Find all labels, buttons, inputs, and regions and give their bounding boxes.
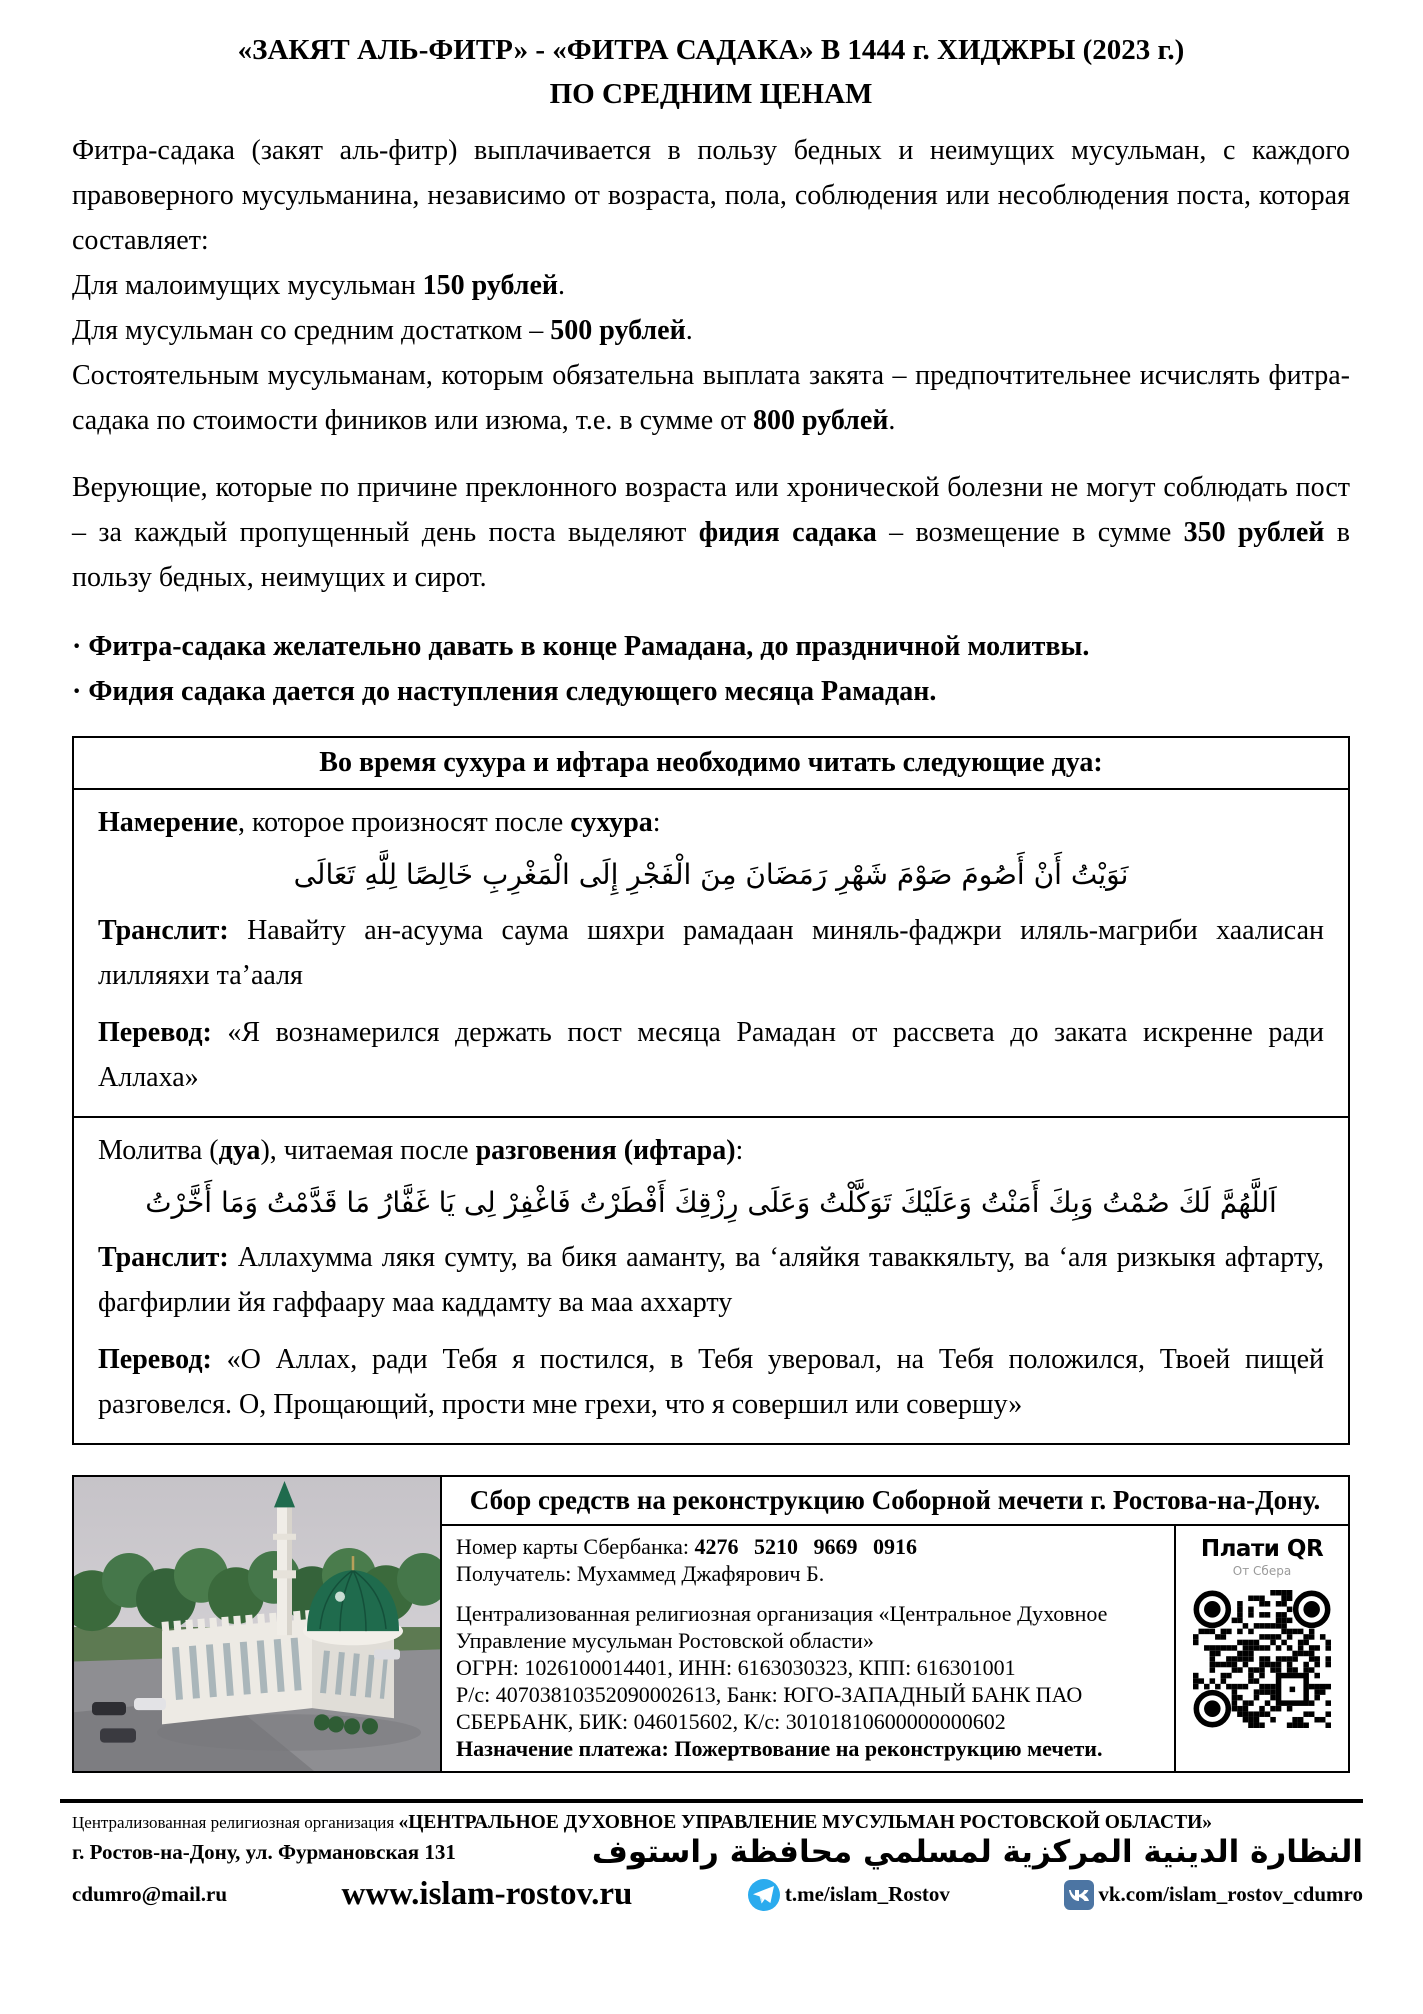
page-title [72, 28, 1350, 116]
translit-text: Навайту ан-асуума саума шяхри рамадаан миняль-фаджри иляль-магриби хаалисан лилляяхи та’ааля [98, 914, 1324, 991]
translit-label: Транслит: [98, 914, 229, 946]
dua-suhur-title-bold-1: Намерение [98, 807, 238, 839]
bullet-fidya-timing: · Фидия садака дается до наступления следующего месяца Рамадан. [72, 676, 937, 708]
card-number-line [456, 1533, 1160, 1560]
footer-vk [1064, 1880, 1363, 1910]
dua-iftar-title-bold-2: разговения (ифтара) [475, 1134, 736, 1166]
card-number-value: 4276 5210 9669 0916 [694, 1534, 917, 1560]
fidya-value: 350 рублей [1183, 517, 1325, 549]
dua-row-suhur [74, 790, 1348, 1116]
qr-code-image [1193, 1590, 1331, 1728]
amount-low-text: Для малоимущих мусульман [72, 270, 423, 302]
dua-table [72, 736, 1350, 1445]
footer-arabic-name: النظارة الدينية المركزية لمسلمي محافظة راستوف [591, 1834, 1363, 1871]
amount-mid-value: 500 рублей [550, 315, 686, 347]
fidya-paragraph [72, 465, 1350, 600]
footer-org-prefix: Централизованная религиозная организация [72, 1813, 399, 1833]
arabic-dua-suhur: نَوَيْتُ أَنْ أَصُومَ صَوْمَ شَهْرِ رَمَضَانَ مِنَ الْفَجْرِ إِلَى الْمَغْرِبِ خَالِصًا لِلَّهِ تَعَالَى [293, 858, 1129, 892]
dua-suhur-translit [98, 908, 1324, 998]
footer-website: www.islam-rostov.ru [341, 1876, 633, 1913]
footer-address: г. Ростов-на-Дону, ул. Фурмановская 131 [72, 1839, 456, 1864]
translit-text: Аллахумма лякя сумту, ва бикя ааманту, ва ‘аляйкя таваккяльту, ва ‘аля ризкыкя афтарту, фагфирлии йя гаффаару маа каддамту ва маа аххарту [98, 1242, 1324, 1319]
footer-address-row [72, 1834, 1363, 1870]
wealthy-paragraph [72, 353, 1350, 443]
donation-table [72, 1475, 1350, 1773]
dua-iftar-title-pre: Молитва ( [98, 1134, 219, 1166]
amount-mid-line [72, 308, 1350, 353]
dua-iftar-title-mid: ), читаемая после [260, 1134, 476, 1166]
footer-org-line [72, 1812, 1363, 1834]
dua-iftar-translation [98, 1337, 1324, 1427]
fidya-text-2: – возмещение в сумме [876, 517, 1184, 549]
org-line: Централизованная религиозная организация «Центральное Духовное Управление мусульман Ростовской области» [456, 1601, 1108, 1654]
fidya-term: фидия садака [698, 517, 877, 549]
translit-label: Транслит: [98, 1242, 229, 1274]
dua-iftar-translit [98, 1235, 1324, 1325]
intro-paragraph [72, 128, 1350, 263]
qr-logo-subtext: От Сбера [1232, 1564, 1292, 1579]
footer [0, 1799, 1423, 1913]
vk-icon [1064, 1880, 1094, 1910]
donation-body [442, 1526, 1348, 1771]
ogrn-line: ОГРН: 1026100014401, ИНН: 6163030323, КПП: 616301001 [456, 1655, 1016, 1681]
dua-table-header: Во время сухура и ифтара необходимо читать следующие дуа: [74, 738, 1348, 790]
translation-label: Перевод: [98, 1344, 212, 1376]
mosque-render-image [74, 1477, 442, 1771]
wealthy-period: . [888, 405, 896, 437]
card-number-label: Номер карты Сбербанка: [456, 1534, 695, 1560]
intro-text: Фитра-садака (закят аль-фитр) выплачивается в пользу бедных и неимущих мусульман, с каждого правоверного мусульманина, независимо от возраста, пола, соблюдения или несоблюдения поста, которая составляет: [72, 135, 1350, 257]
amount-low-period: . [558, 270, 566, 302]
dua-row-iftar [74, 1116, 1348, 1444]
amount-low-line [72, 263, 1350, 308]
account-line: Р/с: 40703810352090002613, Банк: ЮГО-ЗАПАДНЫЙ БАНК ПАО СБЕРБАНК, БИК: 046015602, К/с: 30101810600000000602 [456, 1682, 1083, 1735]
telegram-icon [747, 1878, 781, 1912]
donation-right-pane [442, 1477, 1348, 1771]
amount-low-value: 150 рублей [422, 270, 559, 302]
translation-text: «Я вознамерился держать пост месяца Рамадан от рассвета до заката искренне ради Аллаха» [98, 1016, 1324, 1093]
dua-iftar-title-end: : [735, 1134, 744, 1166]
translation-label: Перевод: [98, 1016, 212, 1048]
footer-vk-link: vk.com/islam_rostov_cdumro [1098, 1882, 1363, 1907]
donation-header: Сбор средств на реконструкцию Соборной мечети г. Ростова-на-Дону. [442, 1477, 1348, 1526]
translation-text: «О Аллах, ради Тебя я постился, в Тебя уверовал, на Тебя положился, Твоей пищей разговелся. О, Прощающий, прости мне грехи, что я совершил или совершу» [98, 1344, 1324, 1421]
arabic-dua-iftar: اَللَّهُمَّ لَكَ صُمْتُ وَبِكَ أَمَنْتُ وَعَلَيْكَ تَوَكَّلْتُ وَعَلَى رِزْقِكَ أَفْطَرْتُ فَاغْفِرْ لِى يَا غَفَّارُ مَا قَدَّمْتُ وَمَا أَخَّرْتُ [145, 1185, 1277, 1219]
amount-mid-text: Для мусульман со средним достатком – [72, 315, 551, 347]
footer-divider [60, 1799, 1363, 1803]
dua-iftar-title [98, 1128, 1324, 1173]
qr-logo-text: Плати QR [1200, 1536, 1324, 1563]
footer-telegram [747, 1878, 950, 1912]
bullet-fitra-timing: · Фитра-садака желательно давать в конце Рамадана, до праздничной молитвы. [72, 631, 1090, 663]
dua-iftar-title-bold-1: дуа [218, 1134, 261, 1166]
donation-details [442, 1526, 1174, 1771]
qr-panel [1174, 1526, 1348, 1771]
dua-suhur-title-mid: , которое произносят после [237, 807, 571, 839]
wealthy-value: 800 рублей [753, 405, 889, 437]
dua-suhur-translation [98, 1010, 1324, 1100]
dua-suhur-title-end: : [652, 807, 661, 839]
title-line-2: ПО СРЕДНИМ ЦЕНАМ [549, 78, 873, 111]
footer-links-row [72, 1876, 1363, 1913]
fidya-text-1: Верующие, которые по причине преклонного возраста или хронической болезни не могут соблюдать пост – за каждый пропущенный день поста выделяют [72, 472, 1350, 549]
title-line-1: «ЗАКЯТ АЛЬ-ФИТР» - «ФИТРА САДАКА» В 1444 г. ХИДЖРЫ (2023 г.) [237, 34, 1185, 66]
payment-purpose-line: Назначение платежа: Пожертвование на реконструкцию мечети. [456, 1736, 1103, 1762]
recipient-line: Получатель: Мухаммед Джафярович Б. [456, 1561, 825, 1587]
dua-suhur-title-bold-2: сухура [570, 807, 653, 839]
wealthy-text: Состоятельным мусульманам, которым обязательна выплата закята – предпочтительнее исчислять фитра-садака по стоимости фиников или изюма, т.е. в сумме от [72, 360, 1350, 437]
dua-suhur-title [98, 800, 1324, 845]
fidya-text-3: в пользу бедных, неимущих и сирот. [72, 517, 1351, 594]
amount-mid-period: . [685, 315, 693, 347]
footer-email: cdumro@mail.ru [72, 1882, 228, 1907]
footer-telegram-link: t.me/islam_Rostov [784, 1882, 950, 1907]
footer-org-name: «ЦЕНТРАЛЬНОЕ ДУХОВНОЕ УПРАВЛЕНИЕ МУСУЛЬМАН РОСТОВСКОЙ ОБЛАСТИ» [398, 1812, 1212, 1834]
